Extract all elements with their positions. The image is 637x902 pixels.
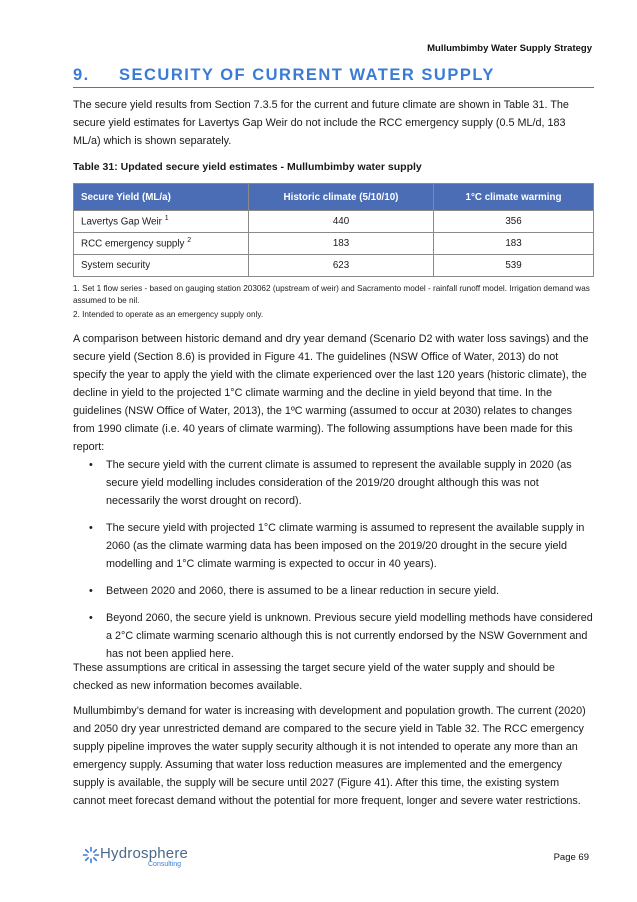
list-item-text: The secure yield with the current climate is assumed to represent the available supply in 2020 (as secure yield modelling includes consideration of the 2019/20 drought although this was not necessarily the worst drought on record). [106,459,572,507]
page-number: Page 69 [553,852,589,863]
table-cell: 539 [434,255,594,277]
row-label: System security [81,260,151,271]
column-header: Secure Yield (ML/a) [74,184,249,211]
row-label: Lavertys Gap Weir [81,216,162,228]
footnote-marker: 1 [164,215,169,223]
intro-paragraph: The secure yield results from Section 7.3.5 for the current and future climate are shown in Table 31. The secure yield estimates for Lavertys Gap Weir do not include the RCC emergency supply (0.5 ML/d, 183 ML/a) which is shown separately. [73,99,569,147]
list-item-text: Between 2020 and 2060, there is assumed to be a linear reduction in secure yield. [106,585,500,597]
table-row [74,211,594,233]
table-footnote: 2. Intended to operate as an emergency supply only. [73,310,264,319]
table-cell: 183 [434,233,594,255]
list-item [73,609,594,663]
table-cell: 440 [249,211,434,233]
bullet-icon: • [89,522,93,534]
heading-underline [73,87,594,88]
table-footnote: 1. Set 1 flow series - based on gauging station 203062 (upstream of weir) and Sacramento model - rainfall runoff model. Irrigation demand was assumed to be nil. [73,284,590,305]
critical-paragraph: These assumptions are critical in assessing the target secure yield of the water supply and should be checked as new information becomes available. [73,662,555,692]
bullet-icon: • [89,612,93,624]
demand-paragraph: Mullumbimby’s demand for water is increasing with development and population growth. The current (2020) and 2050 dry year unrestricted demand are compared to the secure yield in Table 32. The RCC emergency supply pipeline improves the water supply security although it is not intended to operate any more than an emergency supply. Assuming that water loss reduction measures are implemented and the emergency supply is available, the supply will be secure until 2027 (Figure 41). After this time, the existing system cannot meet forecast demand without the potential for more frequent, longer and severe water restrictions. [73,705,586,807]
bullet-icon: • [89,459,93,471]
section-heading [73,66,593,85]
section-number: 9. [73,66,90,84]
column-header: Historic climate (5/10/10) [249,184,434,211]
section-title: SECURITY OF CURRENT WATER SUPPLY [119,66,495,84]
table-caption: Table 31: Updated secure yield estimates - Mullumbimby water supply [73,161,422,173]
starburst-icon [82,846,100,864]
comparison-paragraph: A comparison between historic demand and dry year demand (Scenario D2 with water loss savings) and the secure yield (Section 8.6) is provided in Figure 41. The guidelines (NSW Office of Water, 2013) do not specify the year to apply the yield with the climate experienced over the last 120 years (historic climate), the decline in yield to the projected 1°C climate warming and the decline in yield beyond that time. In the guidelines (NSW Office of Water, 2013), the 1ºC warming (assumed to occur at 2030) relates to changes from 1990 climate (i.e. 40 years of climate warming). The following assumptions have been made for this report: [73,333,589,453]
logo-wordmark: Hydrosphere [100,845,189,862]
column-header: 1°C climate warming [434,184,594,211]
table-row [74,233,594,255]
table-cell: 183 [249,233,434,255]
running-header: Mullumbimby Water Supply Strategy [427,43,592,54]
logo-subtitle: Consulting [148,861,182,868]
table-header-row [74,184,594,211]
list-item-text: The secure yield with projected 1°C climate warming is assumed to represent the available supply in 2060 (as the climate warming data has been imposed on the 2019/20 drought in the secure yield modelling and 1°C climate warming is expected to occur in 40 years). [106,522,585,570]
secure-yield-table [73,183,594,277]
assumptions-list [73,456,594,672]
list-item [73,456,594,510]
row-label-cell [74,233,249,255]
row-label-cell [74,211,249,233]
bullet-icon: • [89,585,93,597]
list-item [73,519,594,573]
table-cell: 623 [249,255,434,277]
row-label-cell [74,255,249,277]
list-item-text: Beyond 2060, the secure yield is unknown. Previous secure yield modelling methods have considered a 2°C climate warming scenario although this is not currently endorsed by the NSW Government and has not been applied here. [106,612,593,660]
table-cell: 356 [434,211,594,233]
table-row [74,255,594,277]
row-label: RCC emergency supply [81,238,185,250]
footnote-marker: 2 [187,237,192,245]
company-logo [82,845,192,871]
list-item [73,582,594,600]
